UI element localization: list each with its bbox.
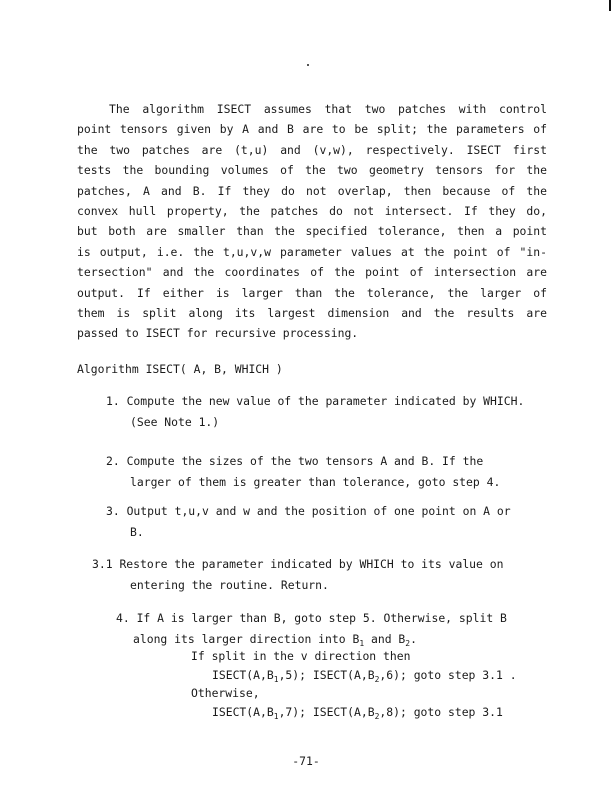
subscript: 1: [273, 712, 279, 721]
text-fragment: ,8); goto step 3.1: [379, 705, 503, 719]
step-text: B.: [130, 525, 144, 539]
algorithm-heading: Algorithm ISECT( A, B, WHICH ): [77, 362, 283, 376]
intro-line: output. If either is larger than the tolerance, the larger of: [77, 285, 547, 300]
step-number: 3.: [106, 504, 120, 518]
intro-line: tersection" and the coordinates of the point of intersection are: [77, 265, 547, 280]
text-fragment: .: [410, 632, 417, 646]
step-text: Compute the new value of the parameter indicated by WHICH.: [126, 394, 525, 408]
step-number: 4.: [116, 611, 130, 625]
intro-line: the two patches are (t,u) and (v,w), respectively. ISECT first: [77, 142, 547, 157]
subscript: 2: [374, 675, 380, 684]
step-3: [106, 501, 511, 543]
subscript: 2: [405, 639, 411, 648]
page-number: -71-: [292, 754, 320, 768]
intro-line: passed to ISECT for recursive processing.: [77, 326, 359, 341]
step-text: Restore the parameter indicated by WHICH to its value on: [119, 557, 504, 571]
intro-paragraph: [77, 99, 547, 344]
step-text: entering the routine. Return.: [130, 578, 329, 592]
step-text: Output t,u,v and w and the position of one point on A or: [126, 504, 511, 518]
subscript: 2: [374, 712, 380, 721]
step-number: 1.: [106, 394, 120, 408]
step-4: [116, 608, 507, 650]
step-text: larger of them is greater than tolerance, goto step 4.: [130, 475, 501, 489]
scan-speck: [307, 64, 309, 66]
subscript: 1: [359, 639, 365, 648]
intro-line: point tensors given by A and B are to be split; the parameters of: [77, 122, 547, 137]
step-text: (See Note 1.): [130, 415, 220, 429]
text-fragment: along its larger direction into B: [133, 632, 360, 646]
text-fragment: and B: [364, 632, 406, 646]
intro-line: patches, A and B. If they do not overlap, then because of the: [77, 183, 547, 198]
intro-line: convex hull property, the patches do not intersect. If they do,: [77, 204, 547, 219]
intro-line: but both are smaller than the specified tolerance, then a point: [77, 224, 547, 239]
text-fragment: ISECT(A,B: [212, 705, 274, 719]
text-fragment: ,7); ISECT(A,B: [278, 705, 375, 719]
intro-line: tests the bounding volumes of the two geometry tensors for the: [77, 163, 547, 178]
code-call-line: [212, 668, 517, 682]
step-number: 2.: [106, 454, 120, 468]
code-call-line: [212, 705, 503, 719]
text-fragment: ISECT(A,B: [212, 668, 274, 682]
intro-line: is output, i.e. the t,u,v,w parameter values at the point of "in-: [77, 244, 547, 259]
text-fragment: ,6); goto step 3.1 .: [379, 668, 517, 682]
step-1: [106, 391, 524, 433]
intro-line: The algorithm ISECT assumes that two patches with control: [109, 102, 547, 116]
scan-edge-mark: [609, 0, 611, 11]
code-otherwise-line: Otherwise,: [191, 686, 260, 700]
code-if-line: If split in the v direction then: [191, 649, 411, 663]
subscript: 1: [273, 675, 279, 684]
step-text: Compute the sizes of the two tensors A and B. If the: [126, 454, 484, 468]
step-2: [106, 451, 500, 493]
step-text: If A is larger than B, goto step 5. Otherwise, split B: [136, 611, 507, 625]
intro-line: them is split along its largest dimension and the results are: [77, 306, 547, 321]
step-number: 3.1: [92, 557, 113, 571]
text-fragment: ,5); ISECT(A,B: [278, 668, 375, 682]
step-3-1: [92, 554, 503, 596]
step-text: [116, 629, 507, 650]
